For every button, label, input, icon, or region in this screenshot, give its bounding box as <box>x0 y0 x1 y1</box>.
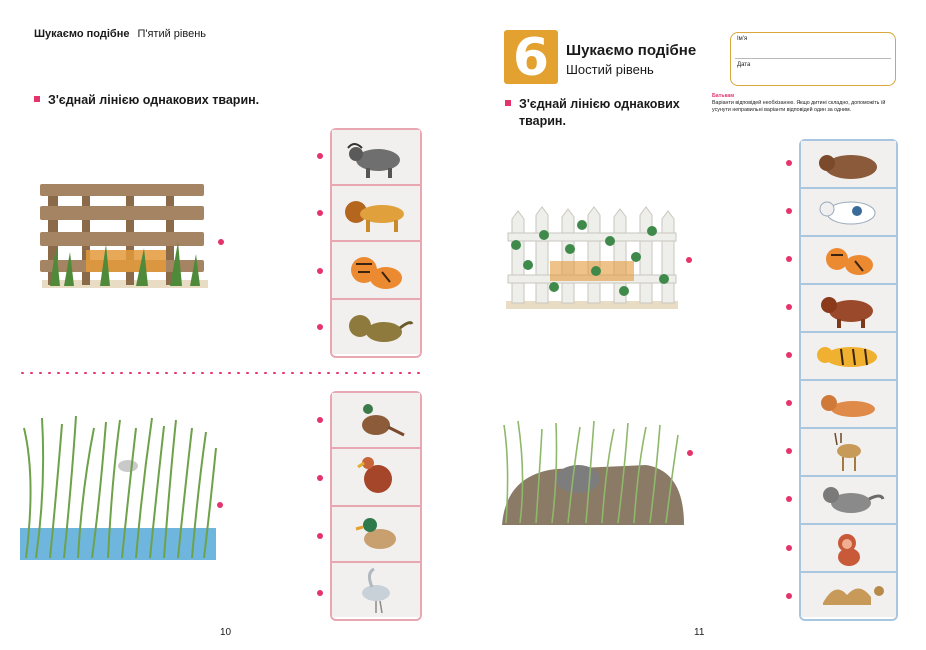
fence-scene-image <box>40 180 210 292</box>
left-task-text: З'єднай лінією однакових тварин. <box>48 93 260 107</box>
parents-note <box>712 93 892 114</box>
bull-icon <box>801 285 896 331</box>
option-duck[interactable] <box>332 507 420 563</box>
left-top-options-panel <box>330 128 422 358</box>
option-dot[interactable] <box>317 533 323 539</box>
option-dot[interactable] <box>786 400 792 406</box>
bear-icon <box>801 141 896 187</box>
scene-dot[interactable] <box>217 502 223 508</box>
duck-icon <box>332 507 420 561</box>
option-dot[interactable] <box>786 304 792 310</box>
option-dot[interactable] <box>786 545 792 551</box>
left-bottom-options-panel <box>330 391 422 621</box>
date-label: Дата <box>737 62 751 68</box>
right-task <box>505 96 680 130</box>
option-dot[interactable] <box>317 268 323 274</box>
right-title: Шукаємо подібне <box>566 42 697 59</box>
right-task-line1: З'єднай лінією однакових <box>519 97 680 111</box>
option-tiger[interactable] <box>801 333 896 381</box>
left-task <box>34 92 259 109</box>
option-buffalo[interactable] <box>332 130 420 186</box>
camel-icon <box>801 573 896 617</box>
wolf-icon <box>801 477 896 523</box>
right-level: Шостий рівень <box>566 62 654 77</box>
option-tiger-cub[interactable] <box>332 242 420 300</box>
option-dot[interactable] <box>317 324 323 330</box>
pheasant-icon <box>332 393 420 447</box>
right-options-panel <box>799 139 898 621</box>
monkey-icon <box>801 525 896 571</box>
option-monkey[interactable] <box>801 525 896 573</box>
option-eagle[interactable] <box>332 449 420 507</box>
option-dot[interactable] <box>786 208 792 214</box>
deer-icon <box>801 429 896 475</box>
option-dot[interactable] <box>786 256 792 262</box>
name-label: Ім'я <box>737 36 748 42</box>
option-heron[interactable] <box>332 563 420 617</box>
wildcat-icon <box>332 300 420 354</box>
option-bear[interactable] <box>801 141 896 189</box>
ivy-fence-scene-image <box>506 205 678 309</box>
option-dog[interactable] <box>801 381 896 429</box>
option-camel[interactable] <box>801 573 896 617</box>
option-dot[interactable] <box>786 448 792 454</box>
right-task-line2: тварин. <box>519 114 566 128</box>
eagle-icon <box>332 449 420 505</box>
level-number: 6 <box>512 28 550 88</box>
option-deer[interactable] <box>801 429 896 477</box>
option-dot[interactable] <box>786 352 792 358</box>
scene-dot[interactable] <box>687 450 693 456</box>
parents-text: Варіанти відповідей необхізанню. Якщо дитині складно, допоможіть їй усунути неправильні варіанти відповідей один за одним. <box>712 100 886 113</box>
bullet-square-icon <box>505 100 511 106</box>
tiger-icon <box>801 333 896 379</box>
option-tiger-cub[interactable] <box>801 237 896 285</box>
option-dot[interactable] <box>317 475 323 481</box>
bullet-square-icon <box>34 96 40 102</box>
option-dot[interactable] <box>317 153 323 159</box>
option-dot[interactable] <box>317 590 323 596</box>
cow-icon <box>801 189 896 235</box>
option-dot[interactable] <box>786 593 792 599</box>
left-header-level: П'ятий рівень <box>137 28 207 40</box>
option-cow[interactable] <box>801 189 896 237</box>
option-bull[interactable] <box>801 285 896 333</box>
option-wildcat[interactable] <box>332 300 420 354</box>
scene-dot[interactable] <box>218 239 224 245</box>
left-header-title: Шукаємо подібне <box>34 28 130 40</box>
scene-dot[interactable] <box>686 257 692 263</box>
page-number-left: 10 <box>220 627 232 638</box>
grass-scene-image <box>16 408 221 564</box>
lion-icon <box>332 186 420 240</box>
wolf-grass-scene-image <box>496 415 690 530</box>
option-dot[interactable] <box>317 417 323 423</box>
option-wolf[interactable] <box>801 477 896 525</box>
tiger-cub-icon <box>332 242 420 298</box>
option-dot[interactable] <box>786 496 792 502</box>
dog-icon <box>801 381 896 427</box>
level-badge <box>504 28 558 88</box>
option-lion[interactable] <box>332 186 420 242</box>
option-dot[interactable] <box>317 210 323 216</box>
parents-title: Батькам <box>712 93 735 99</box>
name-date-box <box>730 32 896 86</box>
heron-icon <box>332 563 420 617</box>
buffalo-icon <box>332 130 420 184</box>
option-pheasant[interactable] <box>332 393 420 449</box>
page-number-right: 11 <box>694 627 705 638</box>
dotted-divider <box>20 370 425 376</box>
left-header <box>34 28 206 40</box>
tiger-cub-icon <box>801 237 896 283</box>
option-dot[interactable] <box>786 160 792 166</box>
name-line[interactable] <box>735 58 891 59</box>
